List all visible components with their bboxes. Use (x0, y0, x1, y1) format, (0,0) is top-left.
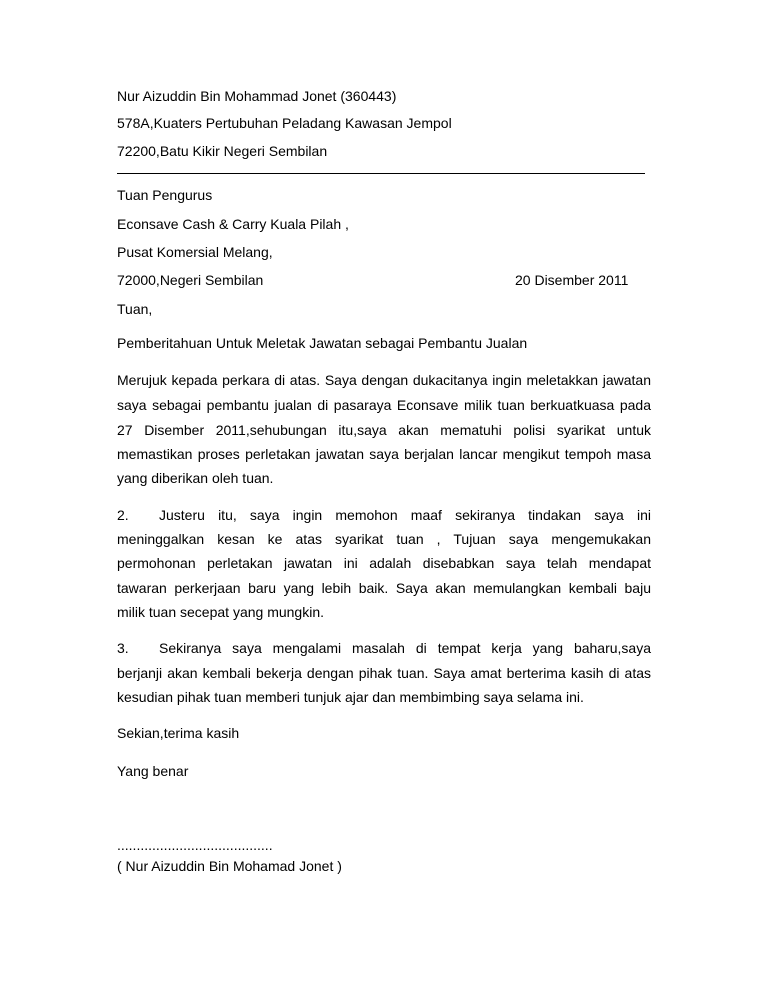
subject-line: Pemberitahuan Untuk Meletak Jawatan sebagai Pembantu Jualan (117, 335, 528, 351)
sender-address-line-2: 72200,Batu Kikir Negeri Sembilan (117, 143, 328, 159)
sender-address-line-1: 578A,Kuaters Pertubuhan Peladang Kawasan Jempol (117, 115, 452, 131)
paragraph-2-number: 2. (117, 507, 129, 523)
paragraph-1-line: yang diberikan oleh tuan. (117, 470, 274, 486)
paragraph-3-line: kesudian pihak tuan memberi tunjuk ajar dan membimbing saya selama ini. (117, 689, 584, 705)
paragraph-2-line: Justeru itu, saya ingin memohon maaf sekiranya tindakan saya ini (159, 507, 651, 523)
paragraph-3-number: 3. (117, 640, 129, 656)
recipient-address-line-1: Pusat Komersial Melang, (117, 244, 273, 260)
paragraph-2-line: meninggalkan kesan ke atas syarikat tuan , Tujuan saya mengemukakan (117, 531, 651, 547)
closing-line: Sekian,terima kasih (117, 725, 240, 741)
signatory-name: ( Nur Aizuddin Bin Mohamad Jonet ) (117, 858, 342, 874)
paragraph-1-line: saya sebagai pembantu jualan di pasaraya Econsave milik tuan berkuatkuasa pada (117, 397, 651, 413)
sender-name: Nur Aizuddin Bin Mohammad Jonet (360443) (117, 88, 397, 104)
sign-off: Yang benar (117, 763, 189, 779)
paragraph-1-line: Merujuk kepada perkara di atas. Saya dengan dukacitanya ingin meletakkan jawatan (117, 372, 651, 388)
paragraph-2-line: tawaran perkerjaan baru yang lebih baik. Saya akan memulangkan kembali baju (117, 580, 651, 596)
header-divider (117, 173, 645, 174)
paragraph-1-line: 27 Disember 2011,sehubungan itu,saya akan mematuhi polisi syarikat untuk (117, 422, 651, 438)
recipient-address-line-2: 72000,Negeri Sembilan (117, 272, 264, 288)
paragraph-1-line: memastikan proses perletakan jawatan saya berjalan lancar mengikut tempoh masa (117, 446, 651, 462)
paragraph-2-line: milik tuan secepat yang mungkin. (117, 604, 324, 620)
signature-line: ........................................ (117, 837, 273, 853)
recipient-title: Tuan Pengurus (117, 187, 213, 203)
salutation: Tuan, (117, 301, 153, 317)
paragraph-3-line: berjanji akan kembali bekerja dengan pihak tuan. Saya amat berterima kasih di atas (117, 665, 651, 681)
letter-date: 20 Disember 2011 (515, 272, 629, 288)
recipient-company: Econsave Cash & Carry Kuala Pilah , (117, 216, 349, 232)
paragraph-2-line: permohonan perletakan jawatan ini adalah disebabkan saya telah mendapat (117, 555, 651, 571)
paragraph-3-line: Sekiranya saya mengalami masalah di tempat kerja yang baharu,saya (159, 640, 651, 656)
